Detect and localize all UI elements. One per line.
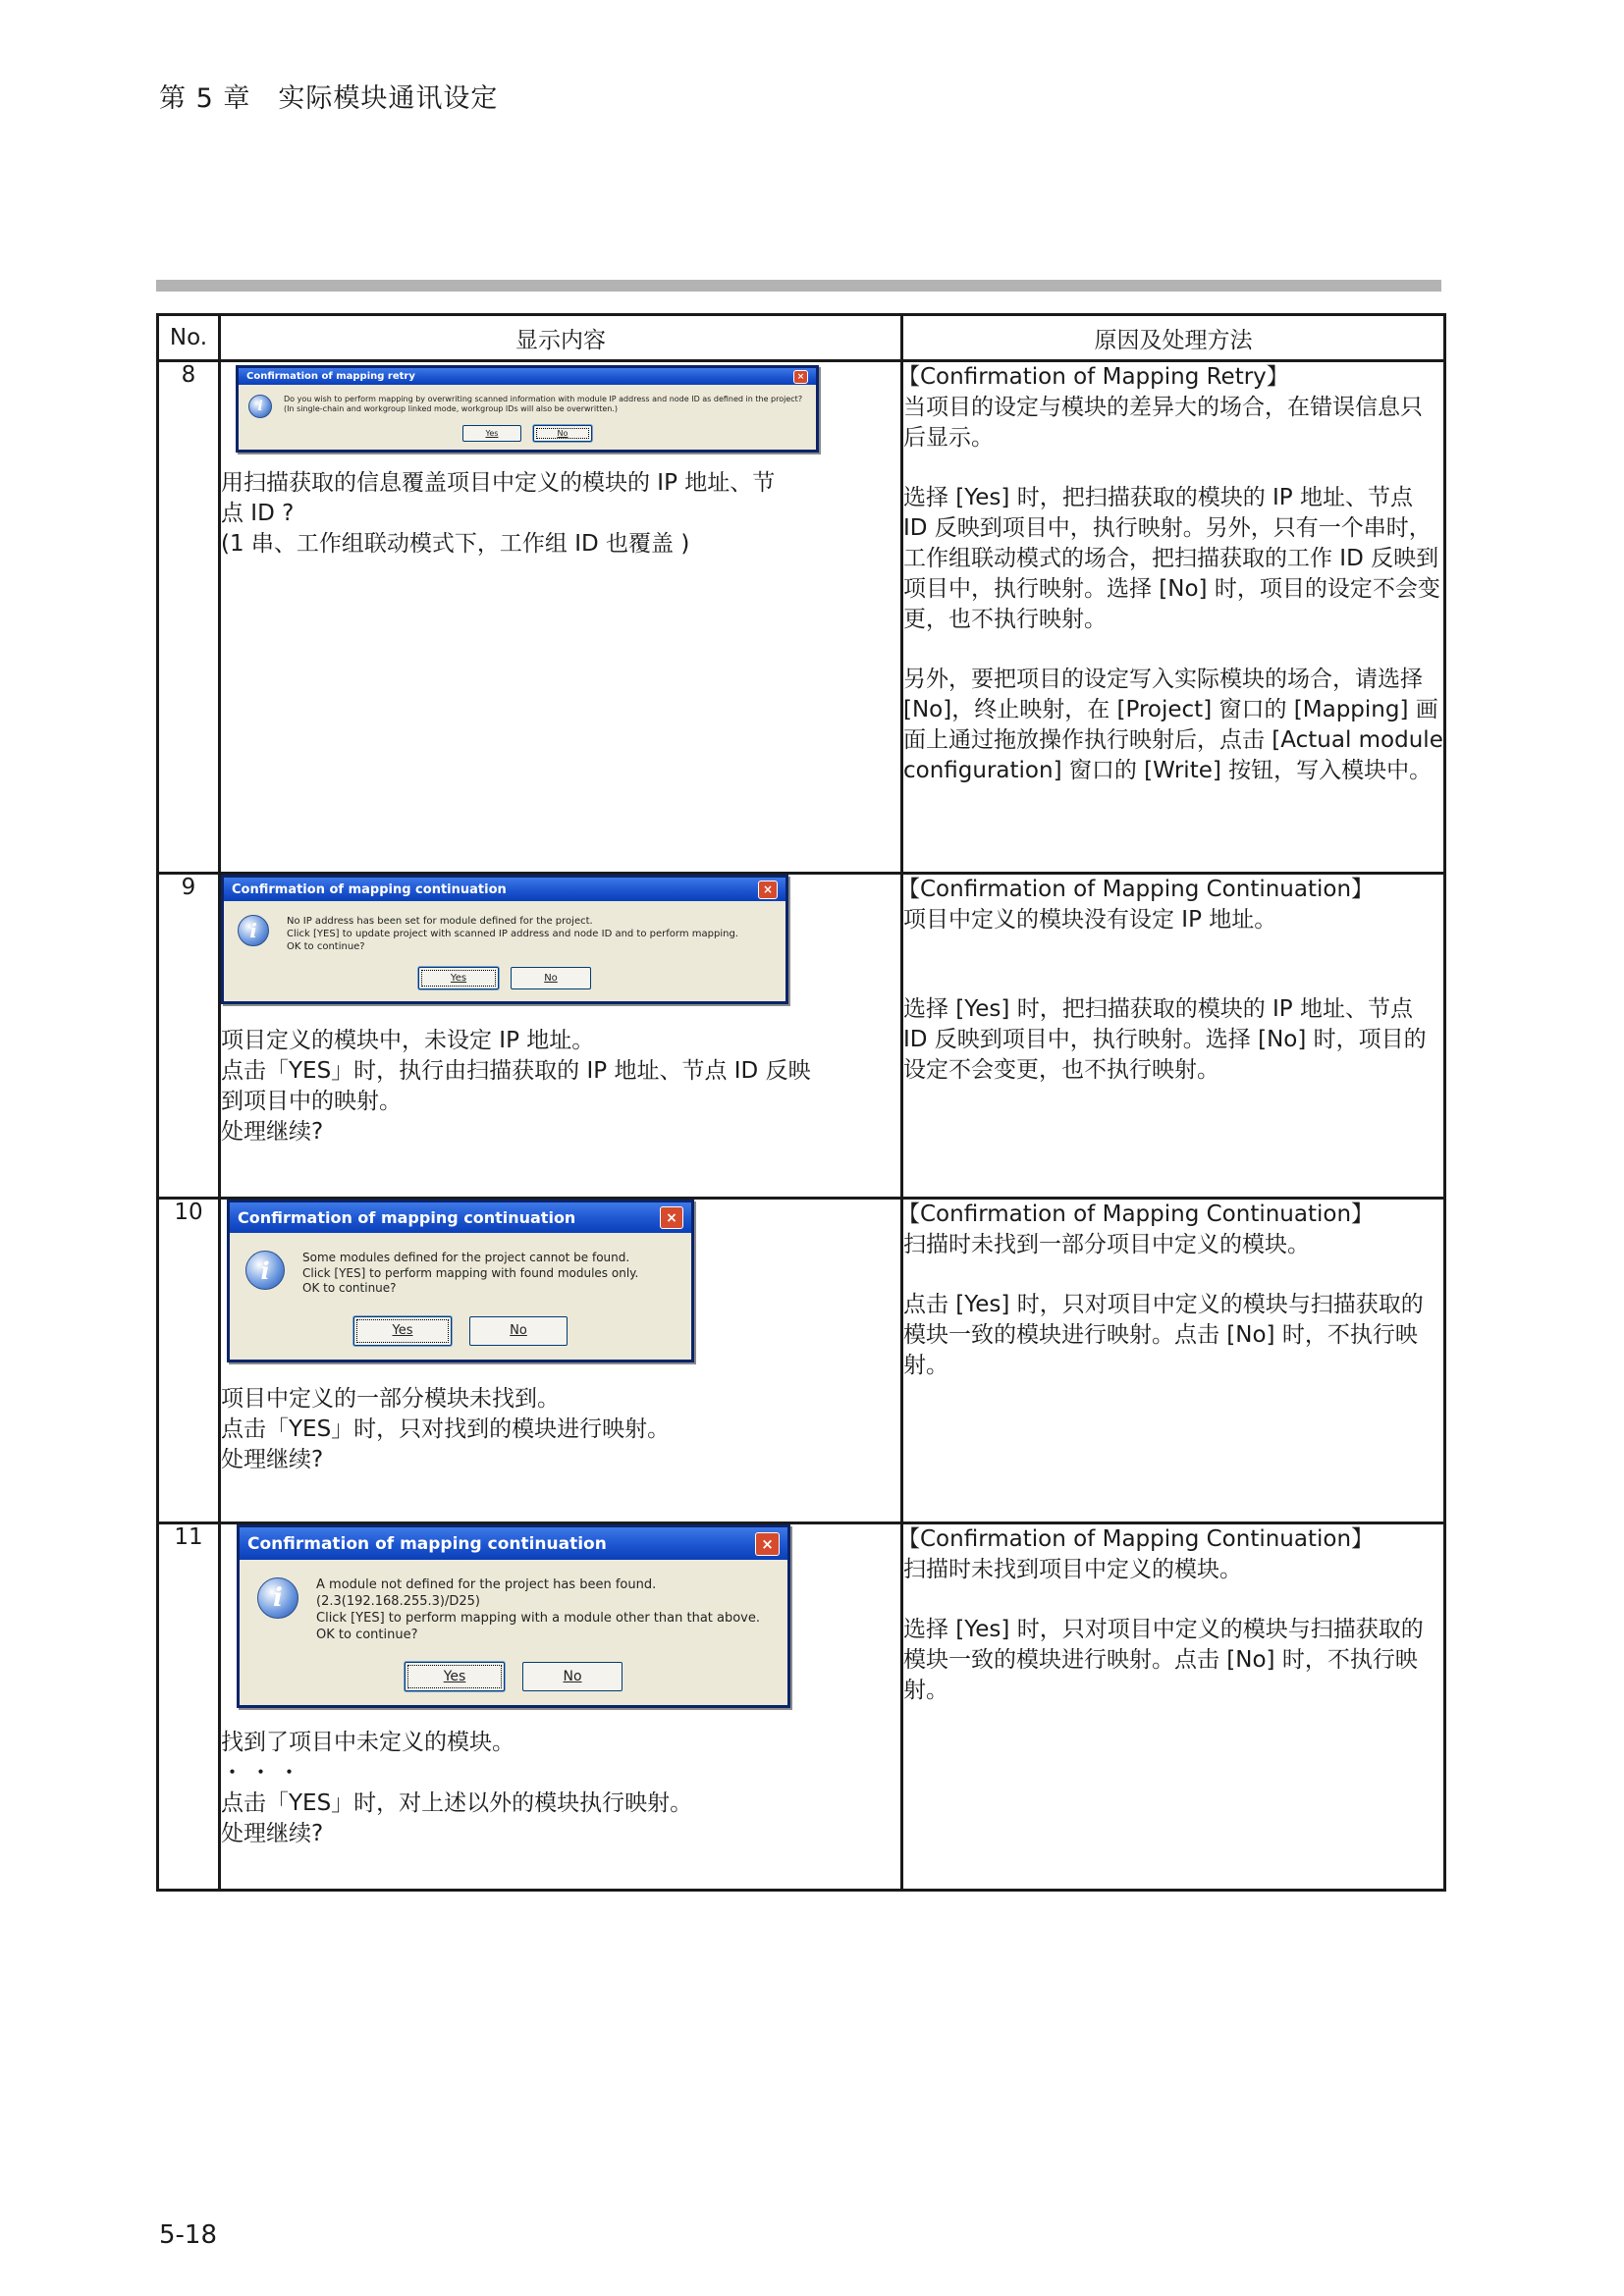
caption-line: 项目定义的模块中，未设定 IP 地址。 xyxy=(221,1028,595,1053)
reason-cell xyxy=(897,874,1445,1199)
reason-title: 【Confirmation of Mapping Continuation】 xyxy=(897,1201,1375,1227)
dialog-mapping-continuation xyxy=(237,1524,790,1708)
reason-cell xyxy=(897,1199,1445,1523)
dialog-body xyxy=(224,901,785,959)
dialog-message-line: Click [YES] to perform mapping with a module other than that above. xyxy=(316,1610,761,1626)
caption-line: 点击「YES」时，只对找到的模块进行映射。 xyxy=(221,1415,671,1442)
dialog-buttons xyxy=(224,959,785,1001)
chapter-heading xyxy=(159,77,498,115)
header-reason: 原因及处理方法 xyxy=(902,315,1445,361)
display-caption xyxy=(221,1728,900,1849)
dialog-message-line: Some modules defined for the project cannot be found. xyxy=(302,1251,630,1264)
dialog-titlebar xyxy=(230,1202,691,1233)
header-no: No. xyxy=(158,315,220,361)
table-row xyxy=(158,361,1445,874)
info-icon: i xyxy=(238,915,269,946)
caption-line: 用扫描获取的信息覆盖项目中定义的模块的 IP 地址、节 xyxy=(221,470,776,496)
reason-title: 【Confirmation of Mapping Retry】 xyxy=(897,364,1289,390)
table-row xyxy=(158,1199,1445,1523)
dialog-titlebar xyxy=(224,878,785,901)
reason-paragraph: 选择 [Yes] 时，把扫描获取的模块的 IP 地址、节点 ID 反映到项目中，执行映射。选择 [No] 时，项目的设定不会变更，也不执行映射。 xyxy=(903,996,1427,1083)
row-number: 10 xyxy=(158,1199,220,1523)
dialog-title: Confirmation of mapping retry xyxy=(246,371,415,382)
dialog-title: Confirmation of mapping continuation xyxy=(232,881,507,897)
reason-cell xyxy=(897,1523,1445,1891)
dialog-body xyxy=(240,1560,787,1652)
caption-line: 处理继续? xyxy=(221,1446,324,1472)
dialog-mapping-retry xyxy=(236,365,819,453)
table-header-row xyxy=(158,315,1445,361)
page-number: 5-18 xyxy=(159,2220,218,2250)
dialog-message xyxy=(302,1251,638,1297)
info-icon: i xyxy=(257,1577,298,1619)
no-button[interactable]: No xyxy=(522,1662,623,1691)
reason-title: 【Confirmation of Mapping Continuation】 xyxy=(897,877,1375,902)
chapter-number: 第 5 章 xyxy=(159,83,251,114)
yes-button[interactable]: Yes xyxy=(405,1662,505,1691)
reason-cell xyxy=(897,361,1445,874)
reason-paragraph: 另外，要把项目的设定写入实际模块的场合，请选择 [No]，终止映射，在 [Project] 窗口的 [Mapping] 画面上通过拖放操作执行映射后，点击 [Actual module configuration] 窗口的 [Write] 按钮，写入模块中。 xyxy=(903,667,1443,783)
caption-line: (1 串、工作组联动模式下，工作组 ID 也覆盖 ) xyxy=(221,531,690,557)
chapter-title: 实际模块通讯设定 xyxy=(278,83,499,114)
caption-line: 找到了项目中未定义的模块。 xyxy=(221,1729,514,1755)
dialog-message-line: No IP address has been set for module defined for the project. xyxy=(287,916,593,927)
yes-button[interactable]: Yes xyxy=(353,1316,452,1346)
caption-line: 项目中定义的一部分模块未找到。 xyxy=(221,1385,560,1412)
dialog-titlebar xyxy=(239,368,816,385)
dialog-titlebar xyxy=(240,1527,787,1560)
dialog-body xyxy=(239,385,816,422)
dialog-message xyxy=(284,395,802,418)
dialog-message-line: OK to continue? xyxy=(316,1627,418,1642)
display-cell xyxy=(220,361,902,874)
display-cell xyxy=(220,874,902,1199)
no-button[interactable]: No xyxy=(469,1316,568,1346)
caption-line: 点击「YES」时，对上述以外的模块执行映射。 xyxy=(221,1789,693,1816)
table-row xyxy=(158,874,1445,1199)
caption-line: 处理继续? xyxy=(221,1820,324,1846)
display-caption xyxy=(221,468,900,560)
no-button[interactable]: No xyxy=(511,967,591,989)
yes-button[interactable]: Yes xyxy=(462,425,521,442)
table-row xyxy=(158,1523,1445,1891)
dialog-mapping-continuation xyxy=(227,1200,694,1362)
display-cell xyxy=(220,1523,902,1891)
dialog-message-line: Click [YES] to update project with scanned IP address and node ID and to perform mapping. xyxy=(287,929,738,939)
display-cell xyxy=(220,1199,902,1523)
row-number: 9 xyxy=(158,874,220,1199)
info-icon: i xyxy=(245,1251,285,1290)
close-icon[interactable]: × xyxy=(755,1532,780,1556)
reason-paragraph: 项目中定义的模块没有设定 IP 地址。 xyxy=(903,907,1277,933)
reason-paragraph: 选择 [Yes] 时，把扫描获取的模块的 IP 地址、节点 ID 反映到项目中，执行映射。另外，只有一个串时，工作组联动模式的场合，把扫描获取的工作 ID 反映到项目中，执行映射。选择 [No] 时，项目的设定不会变更，也不执行映射。 xyxy=(903,485,1440,632)
dialog-message-line: (2.3(192.168.255.3)/D25) xyxy=(316,1593,481,1609)
dialog-message-line: Do you wish to perform mapping by overwriting scanned information with module IP address and node ID as defined in the project? xyxy=(284,395,803,403)
close-icon[interactable]: × xyxy=(793,370,808,384)
dialog-message xyxy=(316,1577,760,1644)
display-caption xyxy=(221,1026,900,1148)
dialog-buttons xyxy=(230,1305,691,1360)
reason-paragraph: 扫描时未找到一部分项目中定义的模块。 xyxy=(903,1232,1310,1257)
error-message-table xyxy=(156,313,1446,1892)
caption-line: ・・・ xyxy=(221,1759,306,1786)
reason-paragraph: 扫描时未找到项目中定义的模块。 xyxy=(903,1557,1242,1582)
close-icon[interactable]: × xyxy=(660,1206,683,1229)
dialog-title: Confirmation of mapping continuation xyxy=(238,1208,576,1227)
reason-title: 【Confirmation of Mapping Continuation】 xyxy=(897,1526,1375,1552)
header-display: 显示内容 xyxy=(220,315,902,361)
dialog-message-line: A module not defined for the project has been found. xyxy=(316,1577,657,1592)
dialog-body xyxy=(230,1233,691,1305)
dialog-buttons xyxy=(239,422,816,450)
caption-line: 点击「YES」时，执行由扫描获取的 IP 地址、节点 ID 反映 xyxy=(221,1058,811,1084)
dialog-message xyxy=(287,915,738,953)
info-icon: i xyxy=(248,395,272,418)
yes-button[interactable]: Yes xyxy=(418,967,499,989)
caption-line: 处理继续? xyxy=(221,1119,324,1145)
dialog-message-line: OK to continue? xyxy=(287,941,365,952)
section-divider xyxy=(156,280,1441,292)
dialog-message-line: Click [YES] to perform mapping with found modules only. xyxy=(302,1265,639,1280)
reason-paragraph: 选择 [Yes] 时，只对项目中定义的模块与扫描获取的模块一致的模块进行映射。点击 [No] 时，不执行映射。 xyxy=(903,1617,1424,1703)
row-number: 8 xyxy=(158,361,220,874)
reason-paragraph: 点击 [Yes] 时，只对项目中定义的模块与扫描获取的模块一致的模块进行映射。点击 [No] 时，不执行映射。 xyxy=(903,1292,1424,1378)
dialog-title: Confirmation of mapping continuation xyxy=(247,1533,607,1554)
dialog-message-line: OK to continue? xyxy=(302,1281,397,1296)
row-number: 11 xyxy=(158,1523,220,1891)
no-button[interactable]: No xyxy=(533,425,592,442)
dialog-mapping-continuation xyxy=(221,875,788,1004)
caption-line: 到项目中的映射。 xyxy=(221,1089,402,1114)
display-caption xyxy=(221,1384,900,1475)
reason-paragraph: 当项目的设定与模块的差异大的场合，在错误信息只后显示。 xyxy=(903,395,1423,451)
dialog-buttons xyxy=(240,1652,787,1705)
dialog-message-line: (In single-chain and workgroup linked mode, workgroup IDs will also be overwritten.) xyxy=(284,404,618,414)
caption-line: 点 ID ? xyxy=(221,501,295,526)
close-icon[interactable]: × xyxy=(758,881,778,899)
